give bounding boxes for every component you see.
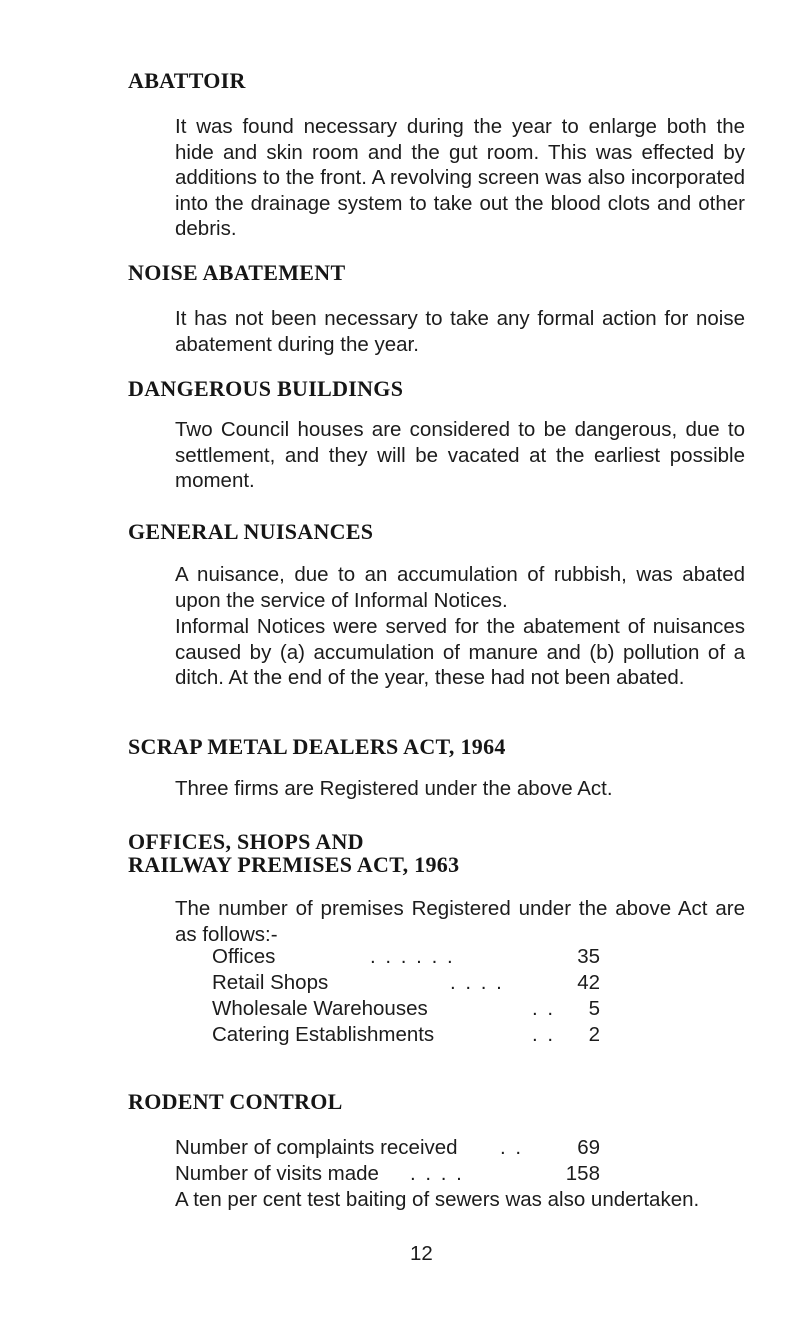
- premises-label: Wholesale Warehouses: [212, 997, 428, 1020]
- premises-row: [212, 944, 600, 970]
- rodent-count: 158: [565, 1162, 600, 1185]
- leader-dots: . .: [500, 1136, 524, 1159]
- premises-count: 42: [577, 971, 600, 994]
- heading-offices-line1: OFFICES, SHOPS AND: [128, 829, 364, 854]
- premises-label: Retail Shops: [212, 971, 329, 994]
- rodent-count: 69: [577, 1136, 600, 1159]
- nuisances-text-1: A nuisance, due to an accumulation of rubbish, was abated upon the service of Informal Notices.: [175, 563, 745, 612]
- heading-dangerous-buildings: DANGEROUS BUILDINGS: [128, 376, 404, 401]
- leader-dots: . . . .: [410, 1162, 464, 1185]
- noise-abatement-text: It has not been necessary to take any formal action for noise abatement during the year.: [175, 307, 745, 356]
- leader-dots: . .: [532, 997, 556, 1020]
- premises-count: 2: [588, 1023, 600, 1046]
- rodent-label: Number of complaints received: [175, 1136, 458, 1159]
- premises-count: 35: [577, 945, 600, 968]
- heading-rodent-control: RODENT CONTROL: [128, 1089, 343, 1114]
- heading-abattoir: ABATTOIR: [128, 68, 246, 93]
- dangerous-buildings-text: Two Council houses are considered to be dangerous, due to settlement, and they will be vacated at the earliest possible moment.: [175, 418, 745, 492]
- premises-label: Offices: [212, 945, 276, 968]
- nuisances-text-2: Informal Notices were served for the abatement of nuisances caused by (a) accumulation of manure and (b) pollution of a ditch. At the end of the year, these had not been abated.: [175, 615, 745, 689]
- rodent-label: Number of visits made: [175, 1162, 379, 1185]
- heading-noise-abatement: NOISE ABATEMENT: [128, 260, 346, 285]
- premises-row: [212, 996, 600, 1022]
- offices-text: The number of premises Registered under the above Act are as follows:-: [175, 897, 745, 946]
- heading-general-nuisances: GENERAL NUISANCES: [128, 519, 374, 544]
- leader-dots: . . . .: [450, 971, 504, 994]
- rodent-row: [175, 1135, 600, 1161]
- leader-dots: . .: [532, 1023, 556, 1046]
- leader-dots: . . . . . .: [370, 945, 455, 968]
- premises-label: Catering Establishments: [212, 1023, 435, 1046]
- rodent-text: A ten per cent test baiting of sewers was also undertaken.: [175, 1188, 700, 1211]
- heading-offices-line2: RAILWAY PREMISES ACT, 1963: [128, 852, 460, 877]
- abattoir-text: It was found necessary during the year to enlarge both the hide and skin room and the gut room. This was effected by additions to the front. A revolving screen was also incorporated into the drainage system to take out the blood clots and other debris.: [175, 115, 745, 240]
- rodent-row: [175, 1161, 600, 1187]
- page-number: 12: [410, 1242, 433, 1265]
- premises-row: [212, 970, 600, 996]
- scrap-metal-text: Three firms are Registered under the above Act.: [175, 777, 613, 800]
- premises-count: 5: [588, 997, 600, 1020]
- heading-scrap-metal-act: SCRAP METAL DEALERS ACT, 1964: [128, 734, 506, 759]
- premises-row: [212, 1022, 600, 1048]
